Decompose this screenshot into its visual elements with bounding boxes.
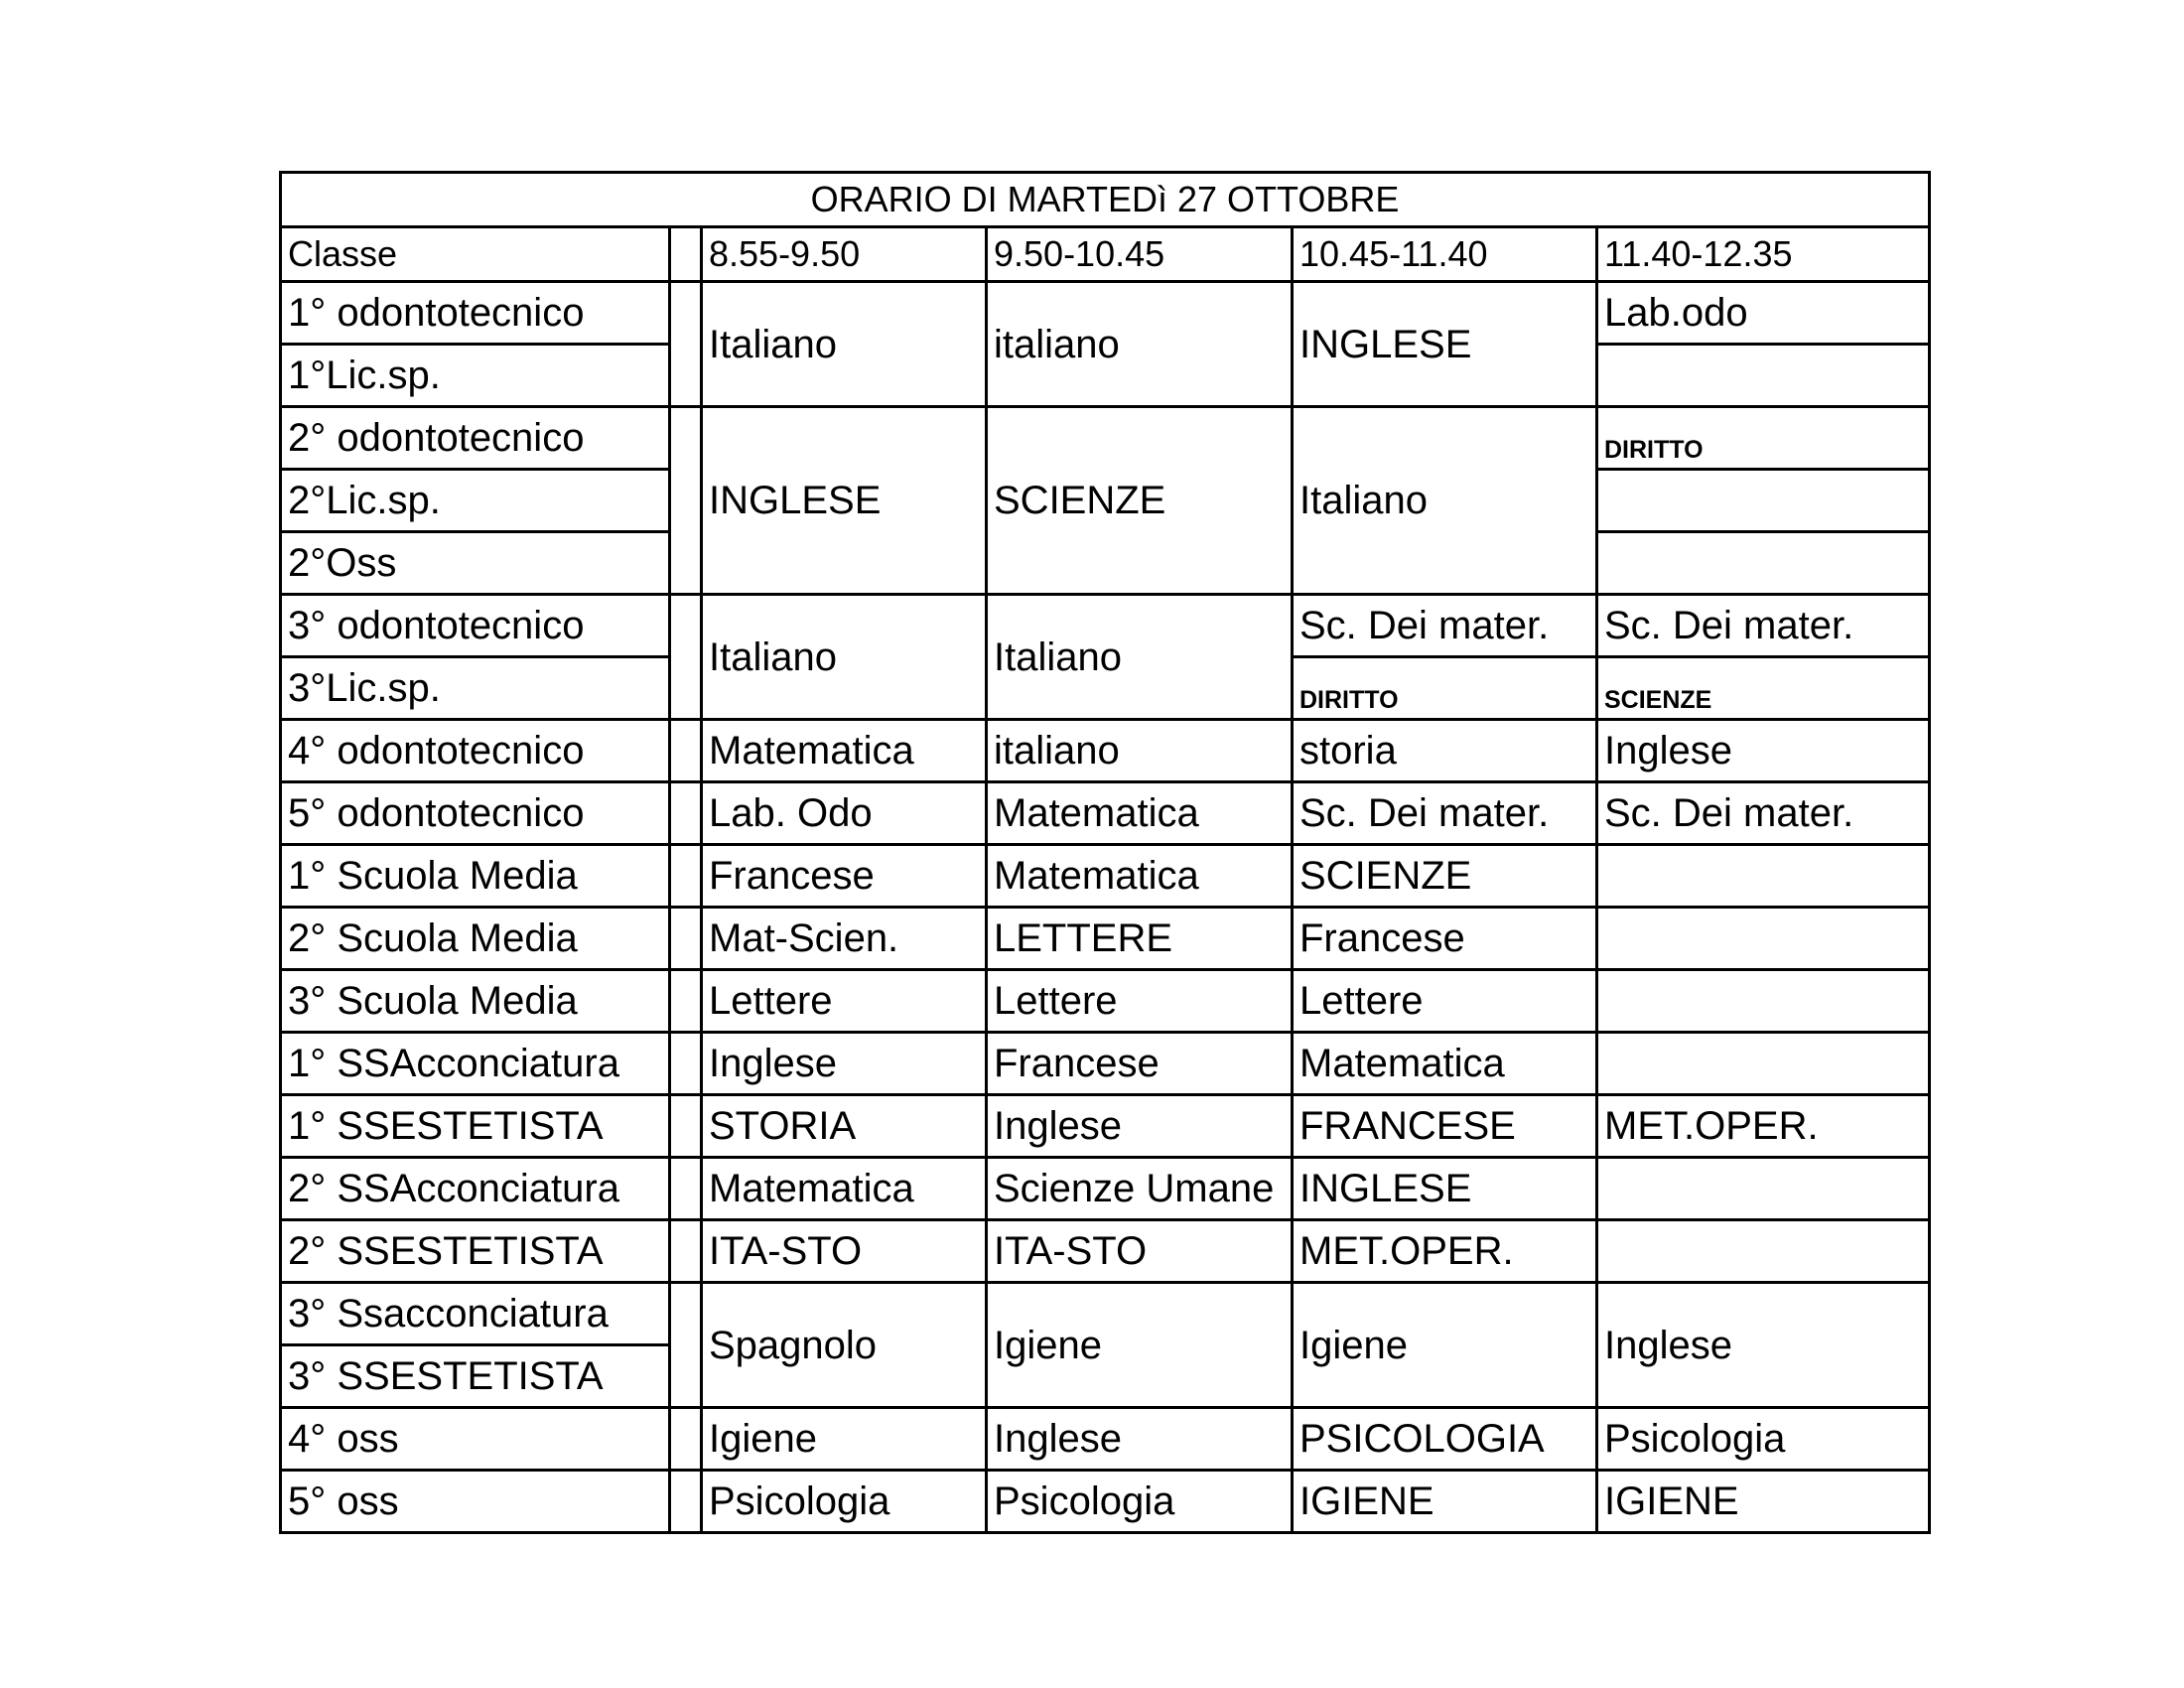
lesson-cell — [1597, 345, 1930, 407]
lesson-cell: Scienze Umane — [987, 1158, 1293, 1220]
header-class-label: Classe — [281, 227, 670, 282]
lesson-cell: Igiene — [1293, 1283, 1597, 1408]
header-slot-3: 10.45-11.40 — [1293, 227, 1597, 282]
lesson-cell: Lettere — [1293, 970, 1597, 1033]
lesson-cell: IGIENE — [1597, 1471, 1930, 1533]
lesson-cell: Inglese — [987, 1095, 1293, 1158]
separator-cell — [670, 282, 702, 407]
lesson-cell: Psicologia — [987, 1471, 1293, 1533]
class-name: 5° oss — [281, 1471, 670, 1533]
lesson-cell: DIRITTO — [1597, 407, 1930, 470]
lesson-cell: Inglese — [1597, 720, 1930, 782]
table-row — [281, 845, 1930, 908]
class-name: 4° odontotecnico — [281, 720, 670, 782]
lesson-cell: Igiene — [987, 1283, 1293, 1408]
class-name: 3°Lic.sp. — [281, 657, 670, 720]
lesson-cell: italiano — [987, 720, 1293, 782]
class-name: 1°Lic.sp. — [281, 345, 670, 407]
lesson-cell: PSICOLOGIA — [1293, 1408, 1597, 1471]
title-row — [281, 173, 1930, 227]
lesson-cell — [1597, 970, 1930, 1033]
lesson-cell — [1597, 1220, 1930, 1283]
table-row — [281, 1033, 1930, 1095]
lesson-cell: INGLESE — [702, 407, 987, 595]
lesson-cell: Matematica — [702, 720, 987, 782]
lesson-cell: Sc. Dei mater. — [1597, 782, 1930, 845]
lesson-cell: Francese — [987, 1033, 1293, 1095]
lesson-cell: Matematica — [987, 845, 1293, 908]
lesson-cell — [1597, 470, 1930, 532]
class-name: 2°Oss — [281, 532, 670, 595]
class-name: 4° oss — [281, 1408, 670, 1471]
separator-cell — [670, 407, 702, 595]
lesson-cell: Italiano — [1293, 407, 1597, 595]
lesson-cell: Inglese — [987, 1408, 1293, 1471]
lesson-cell: Italiano — [702, 595, 987, 720]
lesson-cell: INGLESE — [1293, 1158, 1597, 1220]
lesson-cell: Lettere — [702, 970, 987, 1033]
lesson-cell: Igiene — [702, 1408, 987, 1471]
lesson-cell: Mat-Scien. — [702, 908, 987, 970]
separator-cell — [670, 720, 702, 782]
lesson-cell: STORIA — [702, 1095, 987, 1158]
class-name: 3° SSESTETISTA — [281, 1345, 670, 1408]
lesson-cell: Spagnolo — [702, 1283, 987, 1408]
class-name: 5° odontotecnico — [281, 782, 670, 845]
lesson-cell — [1597, 532, 1930, 595]
separator-cell — [670, 970, 702, 1033]
lesson-cell: Matematica — [702, 1158, 987, 1220]
lesson-cell — [1597, 1158, 1930, 1220]
table-row — [281, 720, 1930, 782]
separator-cell — [670, 1158, 702, 1220]
header-slot-2: 9.50-10.45 — [987, 227, 1293, 282]
lesson-cell: ITA-STO — [987, 1220, 1293, 1283]
lesson-cell: SCIENZE — [1597, 657, 1930, 720]
class-name: 2° odontotecnico — [281, 407, 670, 470]
lesson-cell: LETTERE — [987, 908, 1293, 970]
lesson-cell: Lettere — [987, 970, 1293, 1033]
separator-cell — [670, 227, 702, 282]
table-row — [281, 1471, 1930, 1533]
class-name: 2° SSAcconciatura — [281, 1158, 670, 1220]
table-row — [281, 1095, 1930, 1158]
lesson-cell: Italiano — [987, 595, 1293, 720]
lesson-cell: SCIENZE — [1293, 845, 1597, 908]
separator-cell — [670, 782, 702, 845]
lesson-cell: DIRITTO — [1293, 657, 1597, 720]
schedule-table — [279, 171, 1931, 1534]
lesson-cell: Francese — [702, 845, 987, 908]
separator-cell — [670, 1283, 702, 1408]
lesson-cell: Matematica — [987, 782, 1293, 845]
separator-cell — [670, 595, 702, 720]
header-slot-1: 8.55-9.50 — [702, 227, 987, 282]
lesson-cell: Sc. Dei mater. — [1597, 595, 1930, 657]
lesson-cell — [1597, 1033, 1930, 1095]
table-row — [281, 282, 1930, 345]
lesson-cell: Francese — [1293, 908, 1597, 970]
lesson-cell: Italiano — [702, 282, 987, 407]
header-row — [281, 227, 1930, 282]
separator-cell — [670, 1033, 702, 1095]
class-name: 1° SSAcconciatura — [281, 1033, 670, 1095]
class-name: 1° Scuola Media — [281, 845, 670, 908]
lesson-cell: storia — [1293, 720, 1597, 782]
lesson-cell: Psicologia — [1597, 1408, 1930, 1471]
separator-cell — [670, 1220, 702, 1283]
table-row — [281, 595, 1930, 657]
table-row — [281, 970, 1930, 1033]
table-row — [281, 407, 1930, 470]
lesson-cell: INGLESE — [1293, 282, 1597, 407]
lesson-cell: Sc. Dei mater. — [1293, 595, 1597, 657]
class-name: 2° Scuola Media — [281, 908, 670, 970]
table-row — [281, 908, 1930, 970]
schedule-title: ORARIO DI MARTEDì 27 OTTOBRE — [281, 173, 1930, 227]
separator-cell — [670, 908, 702, 970]
lesson-cell: Psicologia — [702, 1471, 987, 1533]
table-row — [281, 782, 1930, 845]
lesson-cell: SCIENZE — [987, 407, 1293, 595]
table-row — [281, 1158, 1930, 1220]
lesson-cell: Sc. Dei mater. — [1293, 782, 1597, 845]
lesson-cell: Inglese — [702, 1033, 987, 1095]
separator-cell — [670, 845, 702, 908]
lesson-cell: Matematica — [1293, 1033, 1597, 1095]
lesson-cell — [1597, 845, 1930, 908]
class-name: 3° Scuola Media — [281, 970, 670, 1033]
lesson-cell: MET.OPER. — [1597, 1095, 1930, 1158]
class-name: 1° odontotecnico — [281, 282, 670, 345]
lesson-cell: ITA-STO — [702, 1220, 987, 1283]
lesson-cell: Lab. Odo — [702, 782, 987, 845]
class-name: 3° Ssacconciatura — [281, 1283, 670, 1345]
lesson-cell — [1597, 908, 1930, 970]
class-name: 2° SSESTETISTA — [281, 1220, 670, 1283]
header-slot-4: 11.40-12.35 — [1597, 227, 1930, 282]
separator-cell — [670, 1408, 702, 1471]
class-name: 1° SSESTETISTA — [281, 1095, 670, 1158]
lesson-cell: italiano — [987, 282, 1293, 407]
class-name: 2°Lic.sp. — [281, 470, 670, 532]
lesson-cell: FRANCESE — [1293, 1095, 1597, 1158]
separator-cell — [670, 1471, 702, 1533]
lesson-cell: IGIENE — [1293, 1471, 1597, 1533]
lesson-cell: MET.OPER. — [1293, 1220, 1597, 1283]
table-row — [281, 1283, 1930, 1345]
lesson-cell: Inglese — [1597, 1283, 1930, 1408]
lesson-cell: Lab.odo — [1597, 282, 1930, 345]
table-row — [281, 1408, 1930, 1471]
separator-cell — [670, 1095, 702, 1158]
class-name: 3° odontotecnico — [281, 595, 670, 657]
table-row — [281, 1220, 1930, 1283]
